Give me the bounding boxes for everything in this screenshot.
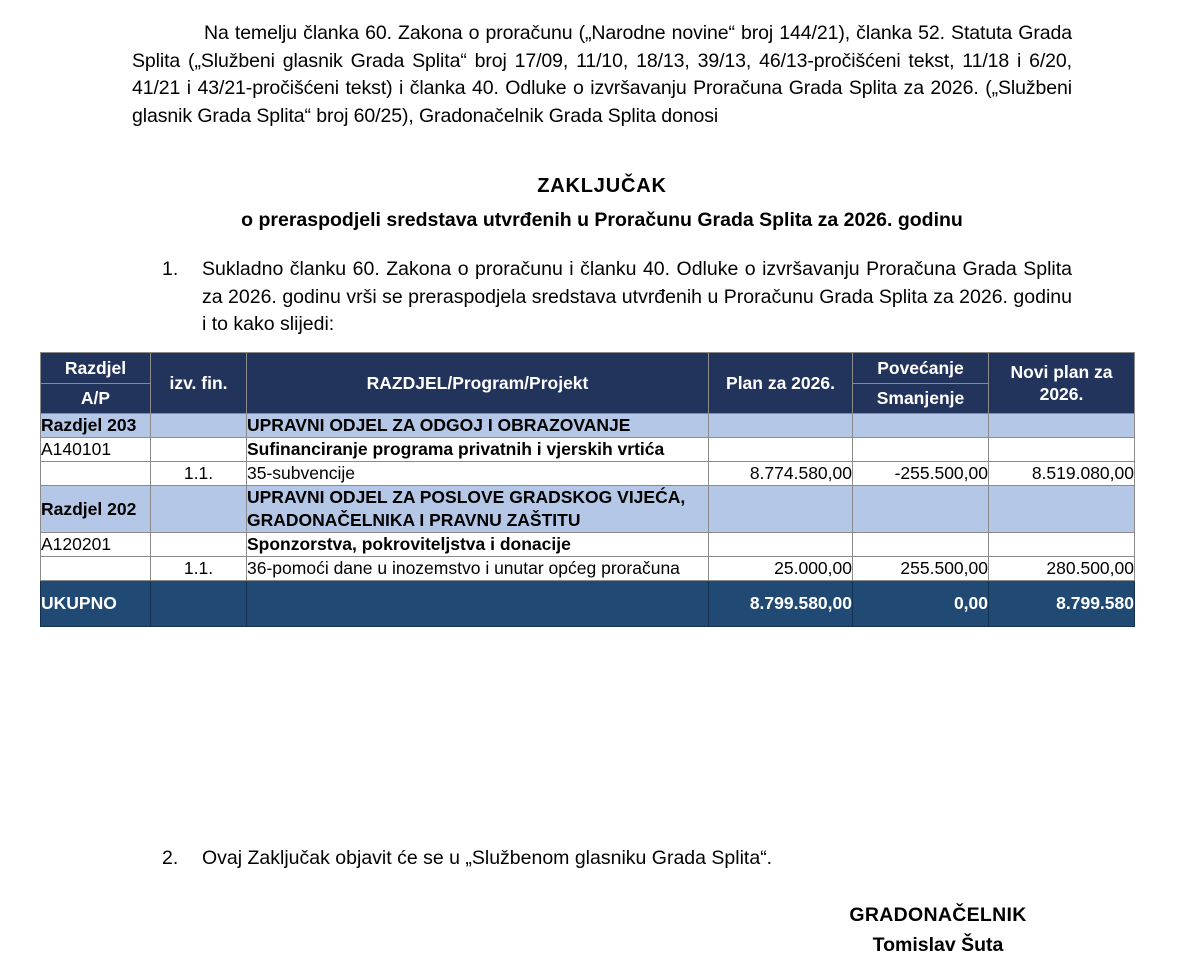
cell-izv-fin (151, 486, 247, 533)
table-row (41, 438, 1135, 462)
header-plan-2026: Plan za 2026. (709, 353, 853, 414)
cell-razdjel: A140101 (41, 438, 151, 462)
cell-total-naziv (247, 581, 709, 627)
cell-plan: 25.000,00 (709, 557, 853, 581)
cell-naziv: UPRAVNI ODJEL ZA ODGOJ I OBRAZOVANJE (247, 414, 709, 438)
cell-promjena (853, 486, 989, 533)
clause-1-number: 1. (162, 258, 179, 280)
page-subtitle: o preraspodjeli sredstava utvrđenih u Proračunu Grada Splita za 2026. godinu (241, 209, 963, 231)
cell-novi-plan: 280.500,00 (989, 557, 1135, 581)
cell-razdjel: A120201 (41, 533, 151, 557)
budget-table (40, 352, 1135, 627)
cell-total-label: UKUPNO (41, 581, 151, 627)
cell-naziv: 35-subvencije (247, 462, 709, 486)
clause-1-text: Sukladno članku 60. Zakona o proračunu i članku 40. Odluke o izvršavanju Proračuna Grada Splita za 2026. godinu vrši se preraspodjela sredstava utvrđenih u Proračunu Grada Splita za 2026. godinu i to kako slijedi: (202, 258, 1072, 335)
cell-novi-plan (989, 438, 1135, 462)
cell-promjena (853, 533, 989, 557)
cell-novi-plan (989, 414, 1135, 438)
clause-1 (162, 256, 1072, 339)
cell-plan (709, 438, 853, 462)
cell-izv-fin (151, 414, 247, 438)
cell-razdjel: Razdjel 202 (41, 486, 151, 533)
cell-promjena (853, 414, 989, 438)
header-povecanje: Povećanje (853, 353, 989, 384)
table-row (41, 557, 1135, 581)
cell-promjena (853, 438, 989, 462)
cell-plan: 8.774.580,00 (709, 462, 853, 486)
header-razdjel-program-projekt: RAZDJEL/Program/Projekt (247, 353, 709, 414)
cell-total-promjena: 0,00 (853, 581, 989, 627)
cell-total-plan: 8.799.580,00 (709, 581, 853, 627)
cell-izv-fin: 1.1. (151, 557, 247, 581)
table-row (41, 486, 1135, 533)
table-row (41, 533, 1135, 557)
cell-naziv: UPRAVNI ODJEL ZA POSLOVE GRADSKOG VIJEĆA, GRADONAČELNIKA I PRAVNU ZAŠTITU (247, 486, 709, 533)
header-razdjel: Razdjel (41, 353, 151, 384)
heading-block (132, 173, 1072, 234)
header-smanjenje: Smanjenje (853, 383, 989, 414)
page-title: ZAKLJUČAK (537, 175, 667, 197)
cell-plan (709, 533, 853, 557)
clause-2 (162, 845, 1072, 873)
cell-naziv: 36-pomoći dane u inozemstvo i unutar općeg proračuna (247, 557, 709, 581)
cell-total-izv-fin (151, 581, 247, 627)
cell-razdjel: Razdjel 203 (41, 414, 151, 438)
cell-promjena: -255.500,00 (853, 462, 989, 486)
cell-naziv: Sufinanciranje programa privatnih i vjerskih vrtića (247, 438, 709, 462)
cell-razdjel (41, 462, 151, 486)
cell-razdjel (41, 557, 151, 581)
intro-paragraph: Na temelju članka 60. Zakona o proračunu („Narodne novine“ broj 144/21), članka 52. Statuta Grada Splita („Službeni glasnik Grada Splita“ broj 17/09, 11/10, 18/13, 39/13, 46/13-pročišćeni tekst, 11/18 i 6/20, 41/21 i 43/21-pročišćeni tekst) i članka 40. Odluke o izvršavanju Proračuna Grada Splita za 2026. („Službeni glasnik Grada Splita“ broj 60/25), Gradonačelnik Grada Splita donosi (132, 22, 1072, 127)
budget-table-wrapper (40, 352, 1134, 627)
clause-2-number: 2. (162, 847, 179, 869)
cell-novi-plan: 8.519.080,00 (989, 462, 1135, 486)
table-row (41, 414, 1135, 438)
table-header-row-top (41, 353, 1135, 384)
cell-izv-fin (151, 533, 247, 557)
cell-novi-plan (989, 486, 1135, 533)
cell-naziv: Sponzorstva, pokroviteljstva i donacije (247, 533, 709, 557)
cell-plan (709, 414, 853, 438)
cell-promjena: 255.500,00 (853, 557, 989, 581)
signature-name: Tomislav Šuta (872, 934, 1004, 956)
signature-role: GRADONAČELNIK (849, 904, 1027, 926)
cell-total-novi-plan: 8.799.580 (989, 581, 1135, 627)
cell-plan (709, 486, 853, 533)
table-row (41, 462, 1135, 486)
clause-2-text: Ovaj Zaključak objavit će se u „Službenom glasniku Grada Splita“. (202, 847, 773, 869)
table-total-row (41, 581, 1135, 627)
header-izv-fin: izv. fin. (151, 353, 247, 414)
cell-izv-fin: 1.1. (151, 462, 247, 486)
cell-izv-fin (151, 438, 247, 462)
header-novi-plan-2026: Novi plan za 2026. (989, 353, 1135, 414)
signature-block (808, 900, 1068, 960)
cell-novi-plan (989, 533, 1135, 557)
header-ap: A/P (41, 383, 151, 414)
